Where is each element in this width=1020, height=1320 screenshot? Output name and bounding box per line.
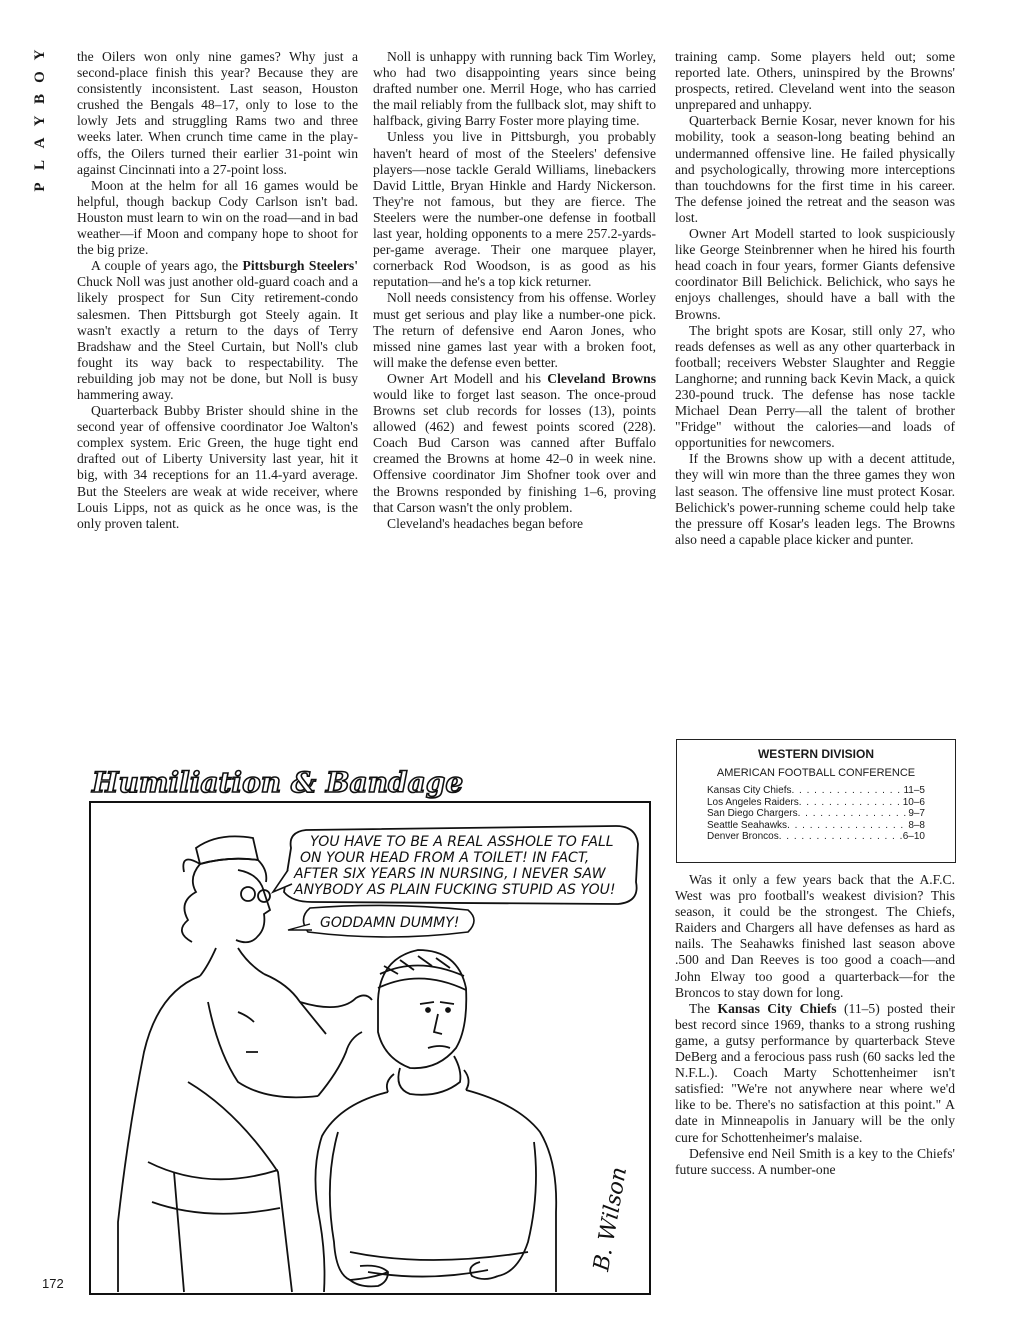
article-column-2	[373, 49, 656, 532]
paragraph: Owner Art Modell and his Cleveland Browns would like to forget last season. The once-proud Browns set club records for losses (13), points allowed (462) and fewest points scored (228). Coach Bud Carson was canned after Buffalo creamed the Browns at home 42–0 in week nine. Offensive coordinator Jim Shofner took over and the Browns responded by finishing 1–6, proving that Carson wasn't the only problem.	[373, 370, 656, 515]
paragraph: Quarterback Bubby Brister should shine in the second year of offensive coordinator Joe Walton's complex system. Eric Green, the huge tight end drafted out of Liberty University last year, hit it big, with 34 receptions for an 11.4-yard average. But the Steelers are weak at wide receiver, where Louis Lipps, not as quick as he once was, is the only proven talent.	[77, 403, 358, 531]
team-record: 8–8	[908, 819, 925, 831]
standings-row	[707, 831, 925, 843]
cartoonist-signature: B. Wilson	[589, 1165, 633, 1274]
paragraph: Defensive end Neil Smith is a key to the Chiefs' future success. A number-one	[675, 1145, 955, 1177]
nurse-figure	[118, 836, 372, 1292]
side-label-letter: Y	[32, 49, 48, 61]
standings-list	[707, 785, 925, 843]
team-name: Denver Broncos	[707, 831, 779, 842]
article-column-3	[675, 49, 955, 548]
side-label-letter: P	[32, 182, 48, 192]
paragraph: the Oilers won only nine games? Why just a second-place finish this year? Because they are consistently inconsistent. Last season, Houston crushed the Bengals 48–17, only to lose to the lowly Jets and struggling Rams two and three weeks later. When crunch time came in the play-offs, the Oilers turned their earlier 31-point win against Cincinnati into a 27-point loss.	[77, 49, 358, 177]
side-label-letter: B	[32, 94, 48, 105]
paragraph: Was it only a few years back that the A.F.C. West was pro football's weakest division? This season, it could be the strongest. The Chiefs, Raiders and Chargers all have defenses as hard as nails. The Seahawks finished last season above .500 and Dan Reeves is too good a coach—and John Elway too good a quarterback—for the Broncos to stay down for long.	[675, 872, 955, 1000]
team-record: 6–10	[902, 831, 925, 842]
paragraph: If the Browns show up with a decent attitude, they will win more than the three games they won last season. The offensive line must protect Kosar. Belichick's power-running scheme could help take the pressure off Kosar's leaden legs. The Browns also need a capable place kicker and punter.	[675, 451, 955, 547]
standings-subtitle: AMERICAN FOOTBALL CONFERENCE	[716, 767, 916, 779]
standings-table	[676, 739, 956, 863]
standings-row	[707, 808, 925, 820]
paragraph: Cleveland's headaches began before	[387, 515, 584, 531]
paragraph: Noll needs consistency from his offense. Worley must get serious and play like a number-one pick. The return of defensive end Aaron Jones, who missed nine games last year with a broken foot, will make the defense even better.	[373, 290, 656, 370]
paragraph: Owner Art Modell started to look suspiciously like George Steinbrenner when he hired his fourth head coach in four years, former Giants defensive coordinator Bill Belichick. Belichick, who says he enjoys challenges, should have a ball with the Browns.	[675, 226, 955, 322]
paragraph: Moon at the helm for all 16 games would be helpful, though backup Cody Carlson isn't bad. Houston must learn to win on the road—and in bad weather—if Moon and company hope to shoot for the big prize.	[77, 177, 358, 258]
side-label-letter: L	[32, 160, 48, 171]
team-name: Seattle Seahawks	[707, 819, 788, 831]
standings-row	[707, 785, 925, 797]
paragraph: Quarterback Bernie Kosar, never known for his mobility, took a season-long beating behind an undermanned offensive line. He failed physically and psychologically, throwing more interceptions than touchdowns for the first time in his career. The defense joined the retreat and the season was lost.	[675, 113, 955, 225]
speech-bubble-2-text: GODDAMN DUMMY!	[320, 915, 460, 931]
paragraph: The Kansas City Chiefs (11–5) posted their best record since 1969, thanks to a strong rushing game, a gutsy performance by quarterback Steve DeBerg and a ferocious pass rush (60 sacks led the N.F.L.). Coach Marty Schottenheimer isn't satisfied: "We're not anywhere near where we'd like to be. There's no satisfaction at this point." A date in Minneapolis in January will be the only cure for Schottenheimer's malaise.	[675, 1000, 955, 1145]
side-label-letter: A	[32, 137, 48, 149]
team-name: San Diego Chargers	[707, 808, 798, 819]
magazine-side-label	[28, 44, 52, 198]
team-record: 11–5	[903, 785, 925, 796]
standings-row	[707, 820, 925, 832]
team-name: Kansas City Chiefs	[707, 785, 792, 796]
paragraph: The bright spots are Kosar, still only 27, who reads defenses as well as any other quarterback in football; receivers Webster Slaughter and Reggie Langhorne; and running back Kevin Mack, a quick 230-pound truck. The defense has nose tackle Michael Dean Perry—all the talent of brother "Fridge" without the calories—and loads of opportunities for newcomers.	[675, 322, 955, 451]
paragraph: Unless you live in Pittsburgh, you probably haven't heard of most of the Steelers' defensive players—nose tackle Gerald Williams, linebackers David Little, Bryan Hinkle and Hardy Nickerson. They're not famous, but they are fierce. The Steelers were the number-one defense in football last year, holding opponents to a mere 257.2-yards-per-game average. Their one marquee player, cornerback Rod Woodson, is as good as his reputation—and he's a top kick returner.	[373, 129, 656, 290]
team-record: 10–6	[902, 796, 925, 808]
article-column-3-continued	[675, 872, 955, 1178]
paragraph: Noll is unhappy with running back Tim Worley, who had two disappointing years since being drafted number one. Merril Hoge, who has carried the mail reliably from the fullback slot, may shift to halfback, giving Barry Foster more playing time.	[373, 49, 656, 129]
team-record: 9–7	[908, 808, 925, 819]
side-label-text	[28, 44, 52, 198]
side-label-letter: O	[32, 71, 48, 83]
paragraph: A couple of years ago, the Pittsburgh Steelers' Chuck Noll was just another old-guard coach and a likely prospect for Sun City retirement-condo salesmen. Then Pittsburgh got Steely again. It wasn't exactly a return to the days of Terry Bradshaw and the Steel Curtain, but Noll's club fought its way back to respectability. The rebuilding job may not be done, but Noll is busy hammering away.	[77, 258, 358, 402]
speech-bubble-1-text: YOU HAVE TO BE A REAL ASSHOLE TO FALL ON YOUR HEAD FROM A TOILET! IN FACT, AFTER SIX YEARS IN NURSING, I NEVER SAW ANYBODY AS PLAIN FUCKING STUPID AS YOU!	[294, 834, 616, 898]
team-name: Los Angeles Raiders	[707, 796, 799, 808]
standings-title: WESTERN DIVISION	[757, 747, 874, 761]
page-number: 172	[42, 1276, 64, 1291]
article-column-1	[77, 49, 358, 532]
side-label-letter: Y	[32, 115, 48, 127]
standings-row	[707, 797, 925, 809]
cartoon	[88, 752, 654, 1297]
paragraph: training camp. Some players held out; some reported late. Others, uninspired by the Browns' prospects, retired. Cleveland went into the season unprepared and unhappy.	[675, 49, 955, 113]
cartoon-title: Humiliation & Bandage	[92, 766, 464, 799]
